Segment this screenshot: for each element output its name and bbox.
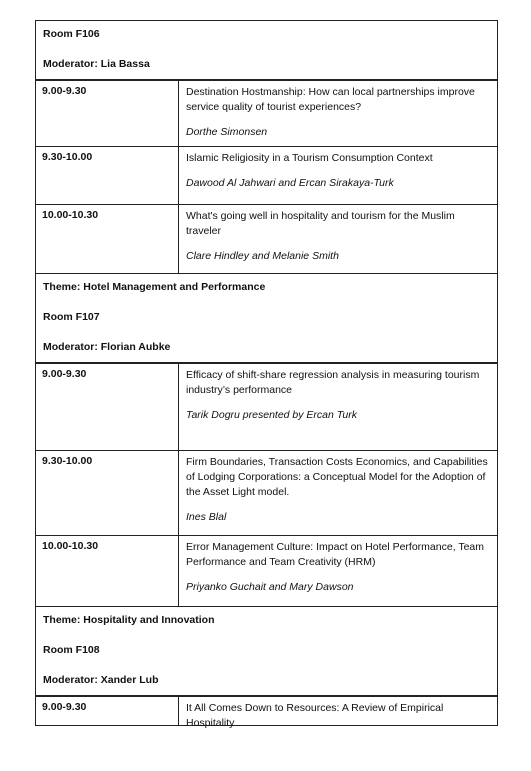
- session-header: [35, 20, 498, 80]
- theme-label: Theme: Hotel Management and Performance: [43, 281, 266, 293]
- talk-title: Islamic Religiosity in a Tourism Consumption Context: [186, 152, 433, 164]
- table-row: [35, 536, 498, 607]
- time-slot: 9.00-9.30: [36, 81, 179, 146]
- time-slot: 9.00-9.30: [36, 697, 179, 725]
- time-slot: 10.00-10.30: [36, 205, 179, 273]
- time-slot: 9.30-10.00: [36, 147, 179, 204]
- talk-title: It All Comes Down to Resources: A Review of Empirical Hospitality: [186, 702, 444, 729]
- talk-title: Destination Hostmanship: How can local partnerships improve service quality of tourist experiences?: [186, 86, 475, 113]
- moderator-label: Moderator: Xander Lub: [43, 674, 159, 686]
- room-label: Room F108: [43, 644, 100, 656]
- talk-authors: Ines Blal: [186, 511, 227, 523]
- talk-authors: Dawood Al Jahwari and Ercan Sirakaya-Turk: [186, 177, 394, 189]
- table-row: [35, 696, 498, 729]
- talk-authors: Clare Hindley and Melanie Smith: [186, 250, 339, 262]
- talk-authors: Dorthe Simonsen: [186, 126, 268, 138]
- talk-cell: [179, 364, 497, 450]
- talk-cell: [179, 697, 497, 729]
- talk-cell: [179, 451, 497, 535]
- session-header: [35, 274, 498, 363]
- theme-label: Theme: Hospitality and Innovation: [43, 614, 215, 626]
- moderator-label: Moderator: Lia Bassa: [43, 58, 150, 70]
- talk-cell: [179, 147, 497, 204]
- table-row: [35, 80, 498, 147]
- time-slot: 9.00-9.30: [36, 364, 179, 450]
- talk-authors: Priyanko Guchait and Mary Dawson: [186, 581, 354, 593]
- talk-title: Error Management Culture: Impact on Hotel Performance, Team Performance and Team Creativity (HRM): [186, 541, 485, 568]
- time-slot: 9.30-10.00: [36, 451, 179, 535]
- talk-cell: [179, 536, 497, 606]
- table-row: [35, 363, 498, 451]
- talk-cell: [179, 81, 497, 146]
- table-row: [35, 451, 498, 536]
- talk-cell: [179, 205, 497, 273]
- table-row: [35, 147, 498, 205]
- moderator-label: Moderator: Florian Aubke: [43, 341, 171, 353]
- room-label: Room F106: [43, 28, 100, 40]
- talk-title: What's going well in hospitality and tourism for the Muslim traveler: [186, 210, 455, 237]
- session-header: [35, 607, 498, 696]
- time-slot: 10.00-10.30: [36, 536, 179, 606]
- room-label: Room F107: [43, 311, 100, 323]
- talk-title: Firm Boundaries, Transaction Costs Economics, and Capabilities of Lodging Corporations: a Conceptual Model for the Adoption of the Asset Light model.: [186, 456, 488, 498]
- talk-title: Efficacy of shift-share regression analysis in measuring tourism industry’s performance: [186, 369, 480, 396]
- table-row: [35, 205, 498, 274]
- talk-authors: Tarik Dogru presented by Ercan Turk: [186, 409, 357, 421]
- schedule-table: [35, 20, 498, 729]
